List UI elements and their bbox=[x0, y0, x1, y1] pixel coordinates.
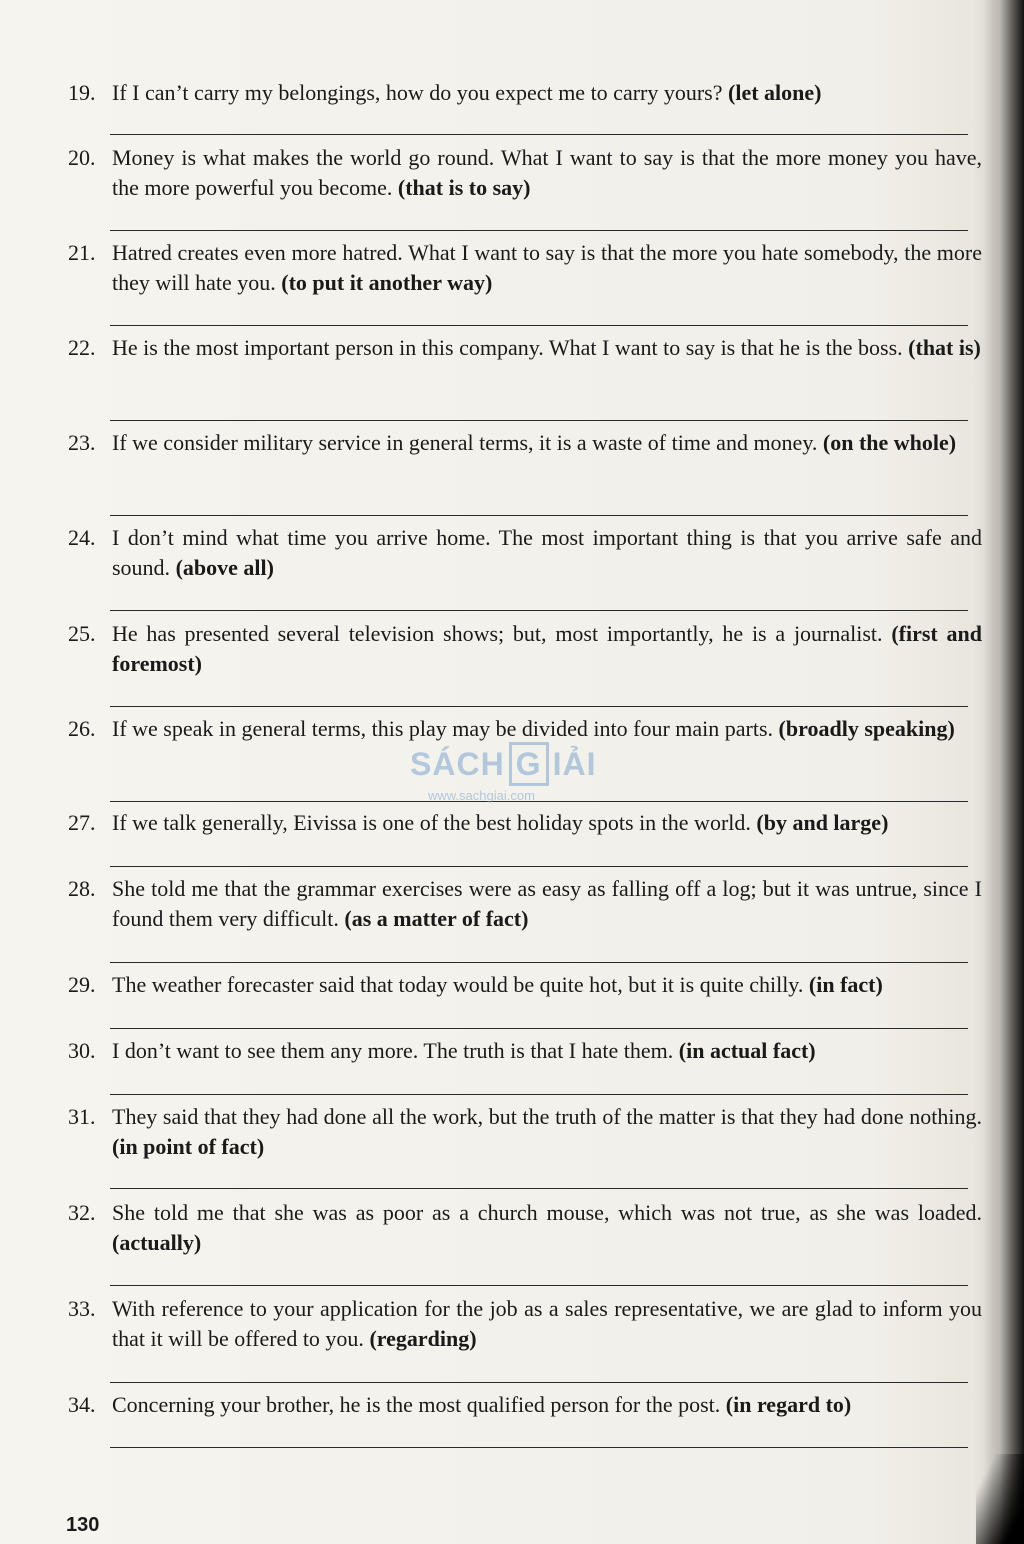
answer-line-27[interactable] bbox=[110, 866, 968, 867]
exercise-26 bbox=[68, 714, 982, 744]
exercise-text: They said that they had done all the work, but the truth of the matter is that they had done nothing. (in point of fact) bbox=[112, 1104, 982, 1159]
exercise-33 bbox=[68, 1294, 982, 1354]
exercise-text: Hatred creates even more hatred. What I want to say is that the more you hate somebody, the more they will hate you. (to put it another way) bbox=[112, 240, 982, 295]
answer-line-25[interactable] bbox=[110, 706, 968, 707]
exercise-hint: (in fact) bbox=[808, 972, 883, 997]
exercise-number: 32. bbox=[68, 1200, 96, 1225]
exercise-text: The weather forecaster said that today would be quite hot, but it is quite chilly. (in fact) bbox=[112, 972, 883, 997]
exercise-text: With reference to your application for the job as a sales representative, we are glad to inform you that it will be offered to you. (regarding) bbox=[112, 1296, 982, 1351]
exercise-hint: (actually) bbox=[112, 1230, 202, 1255]
answer-line-34[interactable] bbox=[110, 1447, 968, 1448]
exercise-hint: (regarding) bbox=[369, 1326, 477, 1351]
exercise-number: 19. bbox=[68, 80, 96, 105]
exercise-hint: (first and foremost) bbox=[112, 621, 982, 676]
exercise-23 bbox=[68, 428, 982, 458]
exercise-text: I don’t want to see them any more. The truth is that I hate them. (in actual fact) bbox=[112, 1038, 816, 1063]
answer-line-24[interactable] bbox=[110, 610, 968, 611]
exercise-hint: (broadly speaking) bbox=[778, 716, 955, 741]
exercise-hint: (in actual fact) bbox=[678, 1038, 816, 1063]
answer-line-28[interactable] bbox=[110, 962, 968, 963]
exercise-text: Money is what makes the world go round. What I want to say is that the more money you have, the more powerful you become. (that is to say) bbox=[112, 145, 982, 200]
exercise-text: He has presented several television shows; but, most importantly, he is a journalist. (first and foremost) bbox=[112, 621, 982, 676]
answer-line-22[interactable] bbox=[110, 420, 968, 421]
exercise-29 bbox=[68, 970, 982, 1000]
answer-line-23[interactable] bbox=[110, 515, 968, 516]
exercise-text: Concerning your brother, he is the most qualified person for the post. (in regard to) bbox=[112, 1392, 852, 1417]
exercise-hint: (that is to say) bbox=[397, 175, 531, 200]
exercise-text: If we consider military service in general terms, it is a waste of time and money. (on the whole) bbox=[112, 430, 957, 455]
exercise-19 bbox=[68, 78, 982, 108]
exercise-hint: (that is) bbox=[908, 335, 981, 360]
exercise-25 bbox=[68, 619, 982, 679]
exercise-31 bbox=[68, 1102, 982, 1162]
exercise-hint: (as a matter of fact) bbox=[344, 906, 529, 931]
exercise-34 bbox=[68, 1390, 982, 1420]
exercise-number: 30. bbox=[68, 1038, 96, 1063]
exercise-hint: (in point of fact) bbox=[112, 1134, 265, 1159]
page-number: 130 bbox=[66, 1514, 100, 1536]
exercise-30 bbox=[68, 1036, 982, 1066]
exercise-number: 28. bbox=[68, 876, 96, 901]
answer-line-29[interactable] bbox=[110, 1028, 968, 1029]
exercise-number: 23. bbox=[68, 430, 96, 455]
exercise-number: 31. bbox=[68, 1104, 96, 1129]
answer-line-19[interactable] bbox=[110, 134, 968, 135]
exercise-hint: (let alone) bbox=[728, 80, 822, 105]
exercise-hint: (by and large) bbox=[756, 810, 889, 835]
exercise-number: 24. bbox=[68, 525, 96, 550]
exercise-32 bbox=[68, 1198, 982, 1258]
exercise-21 bbox=[68, 238, 982, 298]
exercise-27 bbox=[68, 808, 982, 838]
answer-line-32[interactable] bbox=[110, 1285, 968, 1286]
exercise-text: If I can’t carry my belongings, how do you expect me to carry yours? (let alone) bbox=[112, 80, 822, 105]
exercise-number: 21. bbox=[68, 240, 96, 265]
exercise-hint: (to put it another way) bbox=[281, 270, 493, 295]
answer-line-33[interactable] bbox=[110, 1382, 968, 1383]
exercise-20 bbox=[68, 143, 982, 203]
exercise-24 bbox=[68, 523, 982, 583]
exercise-number: 27. bbox=[68, 810, 96, 835]
exercise-text: If we talk generally, Eivissa is one of the best holiday spots in the world. (by and large) bbox=[112, 810, 889, 835]
exercise-number: 34. bbox=[68, 1392, 96, 1417]
exercise-hint: (in regard to) bbox=[725, 1392, 852, 1417]
exercise-text: She told me that the grammar exercises were as easy as falling off a log; but it was untrue, since I found them very difficult. (as a matter of fact) bbox=[112, 876, 982, 931]
answer-line-31[interactable] bbox=[110, 1188, 968, 1189]
answer-line-20[interactable] bbox=[110, 230, 968, 231]
exercise-number: 20. bbox=[68, 145, 96, 170]
exercise-number: 29. bbox=[68, 972, 96, 997]
watermark-url: www.sachgiai.com bbox=[428, 788, 535, 803]
answer-line-30[interactable] bbox=[110, 1094, 968, 1095]
answer-line-26[interactable] bbox=[110, 801, 968, 802]
exercise-22 bbox=[68, 333, 982, 363]
exercise-number: 25. bbox=[68, 621, 96, 646]
answer-line-21[interactable] bbox=[110, 325, 968, 326]
book-corner-shadow bbox=[976, 1454, 1024, 1544]
exercise-hint: (above all) bbox=[175, 555, 274, 580]
exercise-text: If we speak in general terms, this play may be divided into four main parts. (broadly speaking) bbox=[112, 716, 955, 741]
exercise-number: 22. bbox=[68, 335, 96, 360]
exercise-28 bbox=[68, 874, 982, 934]
watermark-logo: SÁCH G IẢI bbox=[410, 742, 620, 786]
exercise-number: 33. bbox=[68, 1296, 96, 1321]
exercise-text: I don’t mind what time you arrive home. The most important thing is that you arrive safe and sound. (above all) bbox=[112, 525, 982, 580]
exercise-text: She told me that she was as poor as a church mouse, which was not true, as she was loaded. (actually) bbox=[112, 1200, 982, 1255]
exercise-number: 26. bbox=[68, 716, 96, 741]
exercise-text: He is the most important person in this company. What I want to say is that he is the boss. (that is) bbox=[112, 335, 981, 360]
exercise-hint: (on the whole) bbox=[822, 430, 957, 455]
book-spine-shadow bbox=[984, 0, 1024, 1544]
